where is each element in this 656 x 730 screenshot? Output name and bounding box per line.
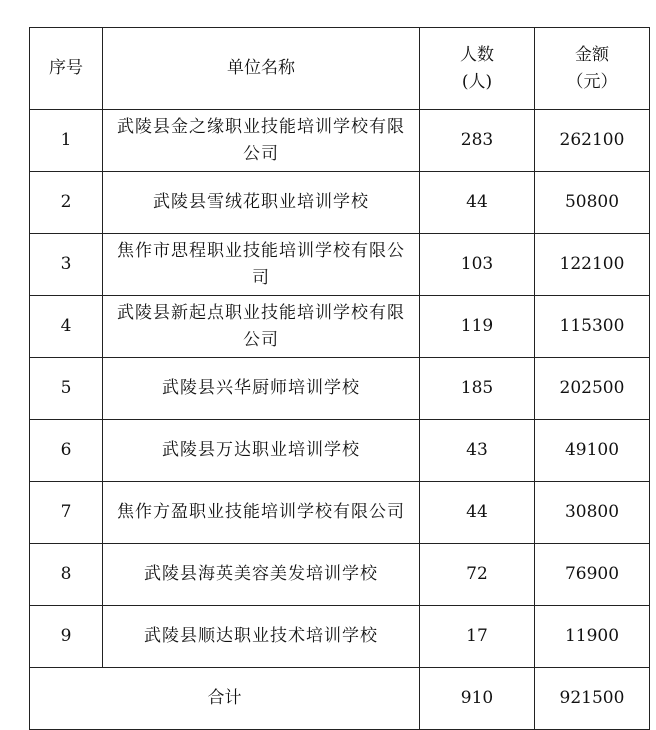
cell-name: 武陵县金之缘职业技能培训学校有限公司 (103, 110, 420, 172)
header-name: 单位名称 (103, 28, 420, 110)
cell-name: 武陵县万达职业培训学校 (103, 420, 420, 482)
table-row (30, 234, 650, 296)
cell-seq: 1 (30, 110, 103, 172)
cell-count: 72 (420, 544, 535, 606)
total-row (30, 668, 650, 730)
total-amount: 921500 (535, 668, 650, 730)
cell-amount: 30800 (535, 482, 650, 544)
header-count (420, 28, 535, 110)
cell-seq: 5 (30, 358, 103, 420)
cell-count: 43 (420, 420, 535, 482)
header-count-label: 人数(人) (459, 44, 494, 92)
cell-amount: 262100 (535, 110, 650, 172)
cell-count: 185 (420, 358, 535, 420)
cell-count: 103 (420, 234, 535, 296)
table-row (30, 358, 650, 420)
cell-amount: 11900 (535, 606, 650, 668)
table-row (30, 172, 650, 234)
cell-amount: 115300 (535, 296, 650, 358)
cell-seq: 6 (30, 420, 103, 482)
table-row (30, 482, 650, 544)
cell-name: 武陵县新起点职业技能培训学校有限公司 (103, 296, 420, 358)
cell-name: 武陵县兴华厨师培训学校 (103, 358, 420, 420)
cell-name: 焦作市思程职业技能培训学校有限公司 (103, 234, 420, 296)
cell-amount: 202500 (535, 358, 650, 420)
table-row (30, 296, 650, 358)
cell-name: 焦作方盈职业技能培训学校有限公司 (103, 482, 420, 544)
total-label: 合计 (30, 668, 420, 730)
cell-count: 44 (420, 172, 535, 234)
cell-seq: 9 (30, 606, 103, 668)
cell-amount: 122100 (535, 234, 650, 296)
cell-seq: 7 (30, 482, 103, 544)
cell-amount: 49100 (535, 420, 650, 482)
cell-amount: 50800 (535, 172, 650, 234)
table-row (30, 420, 650, 482)
cell-name: 武陵县海英美容美发培训学校 (103, 544, 420, 606)
table-row (30, 544, 650, 606)
cell-name: 武陵县顺达职业技术培训学校 (103, 606, 420, 668)
cell-count: 44 (420, 482, 535, 544)
cell-name: 武陵县雪绒花职业培训学校 (103, 172, 420, 234)
cell-count: 119 (420, 296, 535, 358)
header-amount-label: 金额（元） (566, 44, 618, 92)
cell-seq: 8 (30, 544, 103, 606)
cell-seq: 2 (30, 172, 103, 234)
header-seq: 序号 (30, 28, 103, 110)
subsidy-table (29, 27, 650, 730)
cell-amount: 76900 (535, 544, 650, 606)
cell-seq: 4 (30, 296, 103, 358)
total-count: 910 (420, 668, 535, 730)
header-amount (535, 28, 650, 110)
cell-count: 17 (420, 606, 535, 668)
header-row (30, 28, 650, 110)
cell-seq: 3 (30, 234, 103, 296)
cell-count: 283 (420, 110, 535, 172)
table-row (30, 110, 650, 172)
table-row (30, 606, 650, 668)
